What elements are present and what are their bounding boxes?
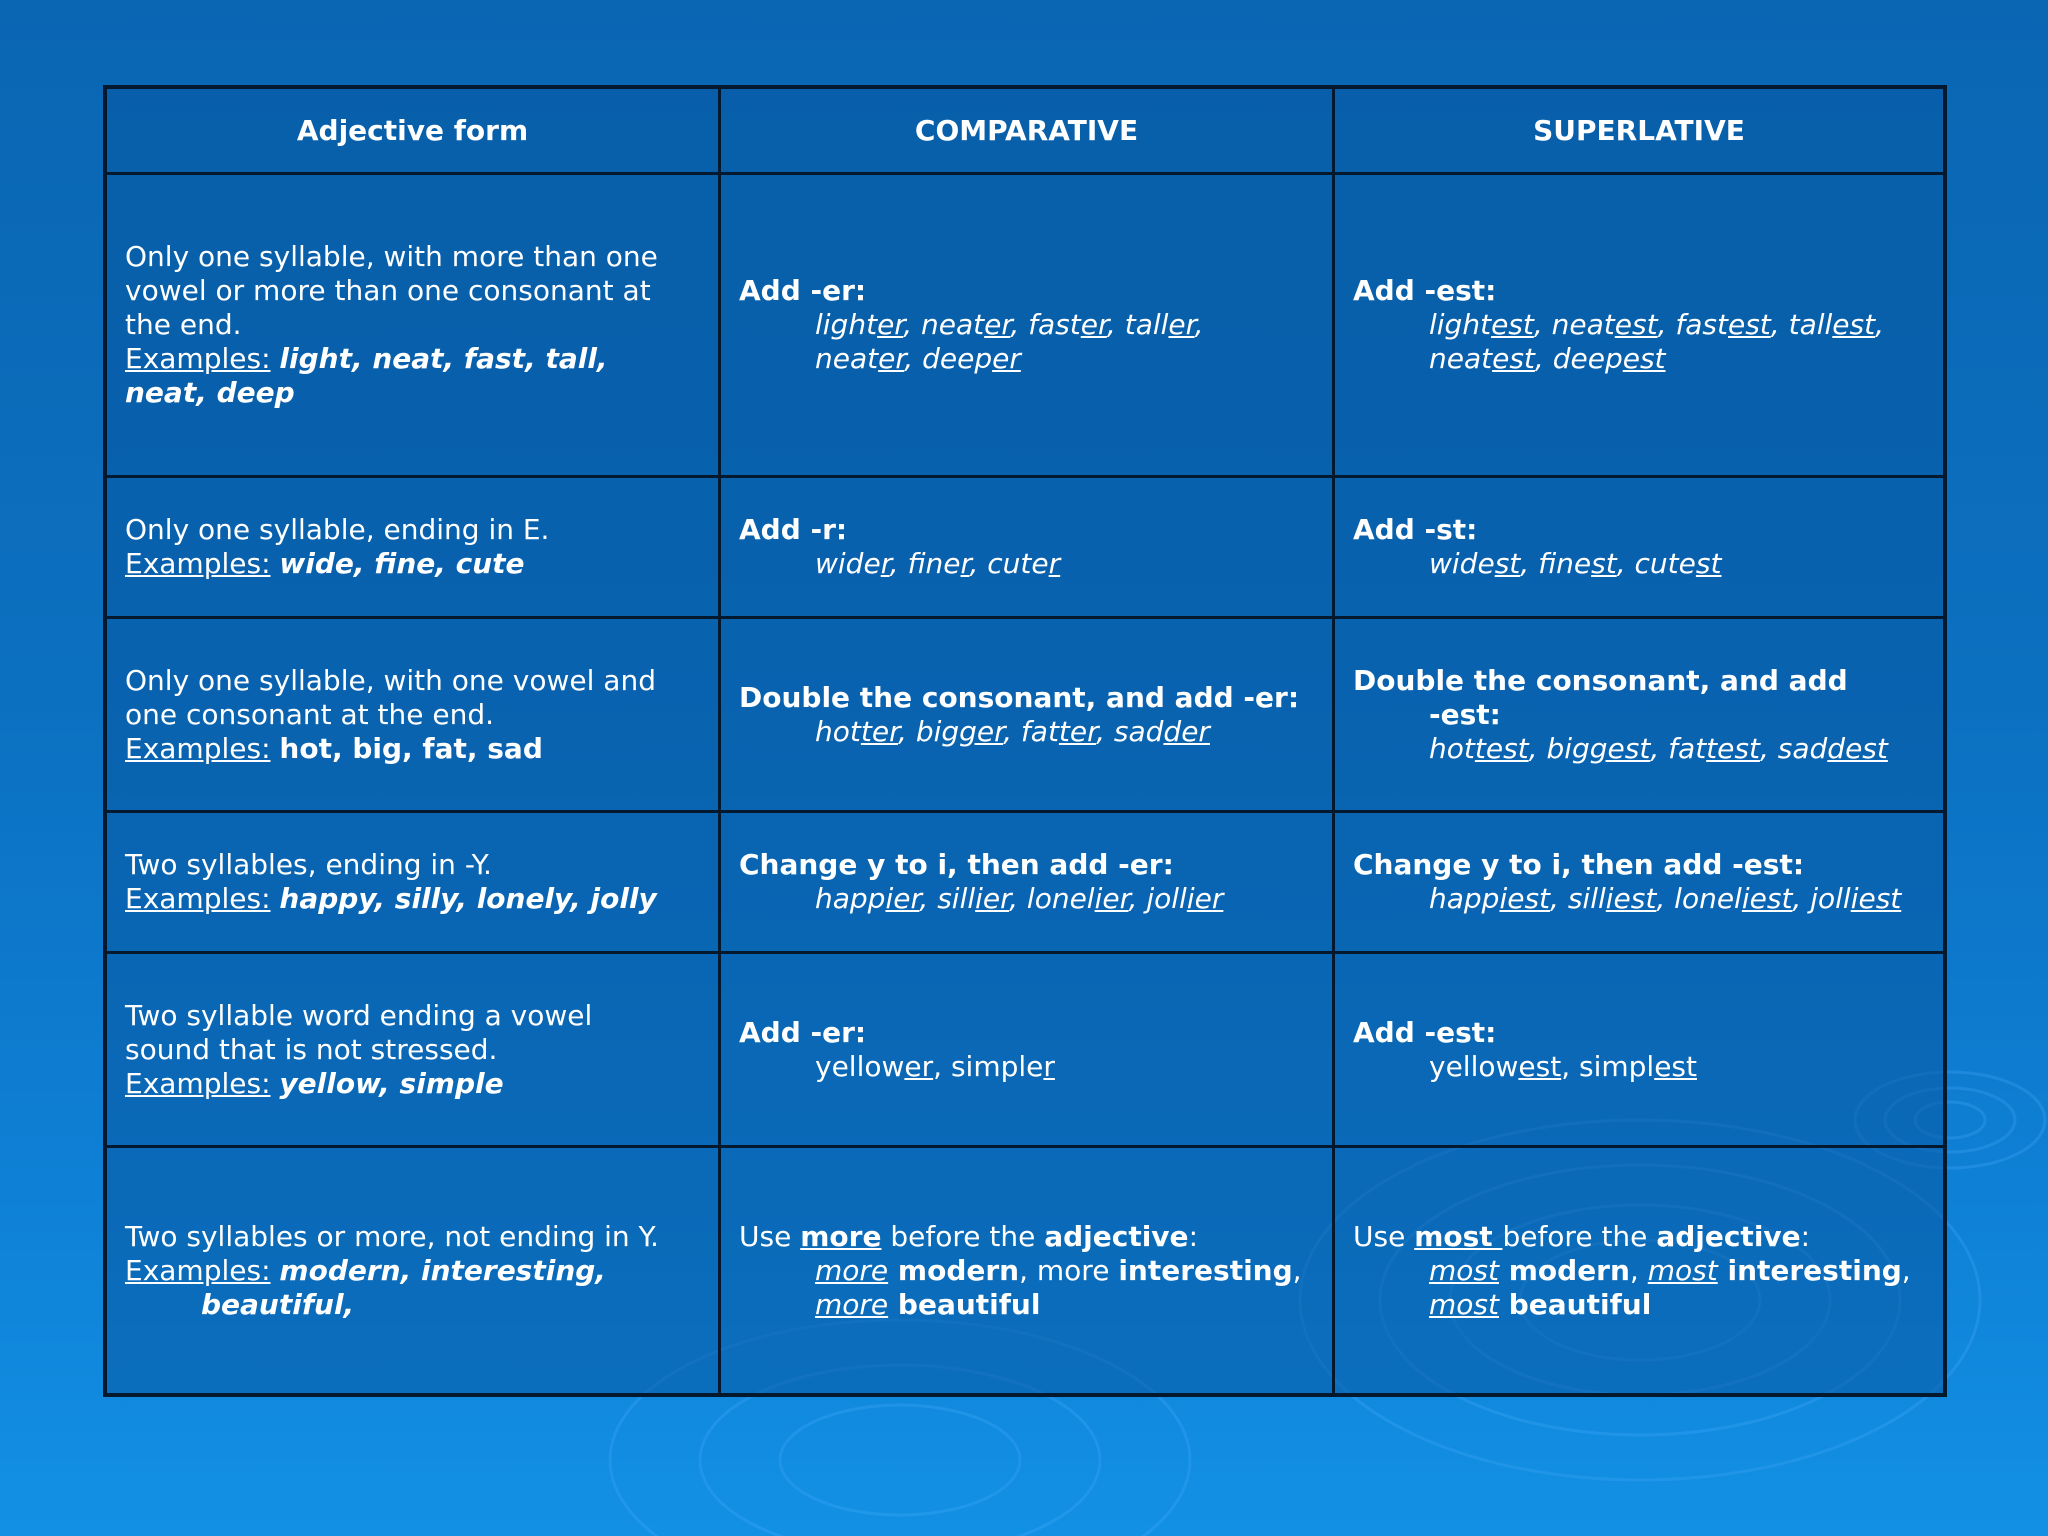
examples-line [125, 732, 700, 766]
examples-line [125, 342, 700, 376]
word-suffix: er [1168, 308, 1195, 341]
form-description: Only one syllable, ending in E. [125, 513, 550, 546]
word-suffix: er [992, 342, 1021, 375]
example-word: , more [1019, 1253, 1119, 1287]
example-word-line [739, 1050, 1314, 1084]
form-description: Two syllables or more, not ending in Y. [125, 1219, 659, 1253]
word-suffix: ter [1058, 714, 1097, 748]
word-stem: wide [815, 547, 881, 580]
adjective-form-cell [107, 954, 721, 1148]
word-stem: joll [1810, 882, 1851, 915]
inflected-word [815, 342, 904, 375]
word-suffix: ier [1094, 882, 1129, 915]
rule-text: before the [1502, 1219, 1657, 1253]
word-suffix: est [1832, 308, 1876, 341]
example-word-line [739, 547, 1314, 581]
word-suffix: r [1048, 547, 1061, 580]
word-stem: fine [907, 547, 961, 580]
comparative-cell [721, 954, 1335, 1148]
header-comparative: COMPARATIVE [721, 89, 1335, 175]
word-suffix: er [984, 308, 1011, 341]
example-word-line [739, 308, 1314, 342]
inflected-word [1668, 732, 1760, 765]
inflected-word [1675, 308, 1770, 341]
separator: , [1770, 308, 1789, 341]
example-word-line [1353, 1288, 1925, 1322]
rule-text: before the [881, 1219, 1045, 1253]
word-suffix: r [1043, 1049, 1055, 1083]
word-stem: cute [987, 547, 1049, 580]
example-adjectives: happy, silly, lonely, jolly [279, 882, 657, 915]
comparative-cell [721, 1148, 1335, 1393]
adjective-form-cell [107, 1148, 721, 1393]
separator: , [1106, 308, 1125, 341]
rule-keyword: more [800, 1219, 882, 1253]
word-suffix: ier [885, 882, 920, 915]
separator: , [1010, 308, 1029, 341]
separator: , [1656, 882, 1675, 915]
form-description: one consonant at the end. [125, 697, 495, 731]
inflected-word [1778, 732, 1888, 765]
example-word-line [1353, 732, 1925, 766]
example-word: , [1629, 1253, 1648, 1287]
inflected-word [815, 715, 898, 748]
word-stem: yellow [1429, 1049, 1519, 1083]
comparative-superlative-table [103, 85, 1947, 1397]
separator: , [1520, 547, 1539, 580]
rule-label-continued: -est: [1429, 697, 1501, 731]
separator: , [1128, 882, 1147, 915]
word-stem: lonel [1674, 882, 1742, 915]
separator: , [1194, 308, 1204, 341]
inflected-word [1552, 308, 1658, 341]
separator: , [889, 547, 908, 580]
inflected-word [922, 342, 1021, 375]
superlative-cell [1335, 619, 1943, 813]
word-stem: deep [1552, 342, 1623, 375]
word-stem: fat [1020, 714, 1059, 748]
example-word-line [1353, 882, 1925, 916]
separator: , [969, 547, 988, 580]
word-stem: happ [1429, 882, 1500, 915]
example-word-line [1353, 547, 1925, 581]
example-word: beautiful [1498, 1287, 1652, 1321]
word-stem: wide [1429, 547, 1495, 580]
inflected-word [987, 547, 1060, 580]
adjective-form-cell [107, 478, 721, 619]
example-word: modern [888, 1253, 1020, 1287]
rule-text: : [1188, 1219, 1198, 1253]
example-adjectives: modern, interesting, [279, 1253, 606, 1287]
examples-line [125, 1067, 700, 1101]
word-stem: sad [1113, 714, 1164, 748]
word-suffix: ger [959, 714, 1004, 748]
form-description: Only one syllable, with one vowel and [125, 663, 656, 697]
inflected-word [815, 547, 890, 580]
rule-label: Add -st: [1353, 513, 1478, 546]
word-suffix: iest [1741, 882, 1793, 915]
word-suffix: st [1591, 547, 1617, 580]
separator: , [1534, 342, 1553, 375]
examples-line [125, 547, 700, 581]
example-word: most [1429, 1287, 1499, 1321]
examples-label: Examples: [125, 731, 271, 765]
inflected-word [1028, 308, 1107, 341]
word-stem: sill [1567, 882, 1606, 915]
word-stem: neat [815, 342, 879, 375]
separator: , [904, 342, 923, 375]
word-suffix: est [1727, 308, 1771, 341]
rule-intro [1353, 1220, 1925, 1254]
separator: , [919, 882, 938, 915]
inflected-word [1114, 715, 1210, 748]
example-adjectives: light, neat, fast, tall, [279, 342, 608, 375]
word-suffix: er [904, 1049, 934, 1083]
example-adjectives: wide, fine, cute [279, 547, 525, 580]
separator: , [1003, 714, 1021, 748]
example-adjectives: yellow, simple [279, 1066, 504, 1100]
word-stem: simpl [1579, 1049, 1655, 1083]
inflected-word [907, 547, 969, 580]
example-word: interesting [1118, 1253, 1293, 1287]
example-adjectives: hot, big, fat, sad [279, 731, 543, 765]
adjective-form-cell [107, 619, 721, 813]
rule-label: Change y to i, then add -est: [1353, 848, 1805, 881]
inflected-word [815, 1050, 933, 1083]
rule-label: Change y to i, then add -er: [739, 848, 1174, 881]
rule-keyword: adjective [1656, 1219, 1801, 1253]
rule-text: Use [739, 1219, 801, 1253]
word-suffix: iest [1605, 882, 1657, 915]
adjective-form-cell [107, 175, 721, 478]
example-word: most [1429, 1253, 1499, 1287]
separator: , [1009, 882, 1027, 915]
inflected-word [1538, 547, 1617, 580]
word-stem: big [1546, 731, 1590, 765]
inflected-word [815, 882, 919, 915]
example-word-line [1353, 308, 1925, 342]
inflected-word [1635, 547, 1722, 580]
superlative-cell [1335, 954, 1943, 1148]
word-suffix: iest [1499, 882, 1551, 915]
example-word: beautiful [888, 1287, 1041, 1321]
comparative-cell [721, 619, 1335, 813]
word-stem: fast [1028, 308, 1081, 341]
separator: , [1561, 1049, 1579, 1083]
word-stem: fat [1668, 731, 1707, 765]
inflected-word [1429, 732, 1529, 765]
inflected-word [1429, 1050, 1561, 1083]
word-suffix: ier [975, 882, 1010, 915]
word-stem: happ [815, 882, 886, 915]
word-stem: neat [1551, 308, 1615, 341]
word-stem: sill [937, 882, 976, 915]
rule-label: Add -est: [1353, 274, 1497, 307]
word-suffix: est [1622, 342, 1666, 375]
form-description: sound that is not stressed. [125, 1032, 498, 1066]
separator: , [1528, 731, 1547, 765]
example-word-line [739, 882, 1314, 916]
rule-label: Double the consonant, and add [1353, 663, 1848, 697]
word-suffix: ter [860, 714, 899, 748]
example-word-line [739, 715, 1314, 749]
word-stem: lonel [1026, 882, 1095, 915]
inflected-word [815, 308, 903, 341]
word-suffix: dest [1827, 731, 1888, 765]
word-stem: light [1429, 308, 1492, 341]
inflected-word [916, 715, 1003, 748]
word-suffix: est [1491, 308, 1534, 341]
word-stem: fine [1538, 547, 1592, 580]
word-suffix: iest [1850, 882, 1902, 915]
inflected-word [1021, 715, 1096, 748]
inflected-word [1674, 882, 1792, 915]
example-word: modern [1498, 1253, 1630, 1287]
word-stem: hot [1429, 731, 1475, 765]
word-suffix: est [1518, 1049, 1562, 1083]
examples-line [125, 1254, 700, 1288]
word-stem: deep [922, 342, 993, 375]
adjective-form-cell [107, 813, 721, 954]
inflected-word [1429, 308, 1534, 341]
example-word-line [1353, 1050, 1925, 1084]
word-suffix: gest [1589, 731, 1651, 765]
word-stem: cute [1634, 547, 1696, 580]
word-stem: yellow [815, 1049, 905, 1083]
form-description: Two syllables, ending in -Y. [125, 848, 492, 881]
word-stem: big [915, 714, 960, 748]
separator: , [1792, 882, 1811, 915]
examples-label: Examples: [125, 547, 271, 580]
comparative-cell [721, 175, 1335, 478]
word-stem: neat [1429, 342, 1493, 375]
superlative-cell [1335, 175, 1943, 478]
inflected-word [1429, 342, 1535, 375]
inflected-word [937, 882, 1009, 915]
word-suffix: ier [1186, 882, 1224, 915]
examples-label: Examples: [125, 1066, 271, 1100]
form-description: the end. [125, 308, 242, 341]
form-description: vowel or more than one consonant at [125, 274, 651, 307]
inflected-word [1429, 547, 1520, 580]
inflected-word [951, 1050, 1055, 1083]
word-suffix: r [880, 547, 890, 580]
example-word-line [1353, 342, 1925, 376]
header-adjective-form: Adjective form [107, 89, 721, 175]
word-suffix: st [1494, 547, 1521, 580]
inflected-word [921, 308, 1010, 341]
example-adjectives-continued: beautiful, [201, 1287, 355, 1321]
example-word: , [1901, 1253, 1911, 1287]
word-stem: simple [950, 1049, 1044, 1083]
rule-label: Add -r: [739, 513, 848, 546]
example-word: most [1647, 1253, 1718, 1287]
inflected-word [1568, 882, 1657, 915]
superlative-cell [1335, 813, 1943, 954]
word-suffix: est [1492, 342, 1535, 375]
separator: , [1875, 308, 1884, 341]
inflected-word [1125, 308, 1195, 341]
word-stem: sad [1777, 731, 1828, 765]
word-suffix: er [1080, 308, 1107, 341]
inflected-word [1429, 882, 1550, 915]
examples-label: Examples: [125, 1253, 271, 1287]
separator: , [1096, 714, 1114, 748]
separator: , [1533, 308, 1552, 341]
example-word: more [815, 1253, 889, 1287]
word-stem: tall [1124, 308, 1169, 341]
comparative-cell [721, 478, 1335, 619]
separator: , [1657, 308, 1676, 341]
rule-intro [739, 1220, 1314, 1254]
form-description: Two syllable word ending a vowel [125, 998, 593, 1032]
word-stem: light [815, 308, 878, 341]
separator: , [1550, 882, 1568, 915]
examples-line [125, 882, 700, 916]
rule-keyword: adjective [1044, 1219, 1189, 1253]
word-suffix: est [1654, 1049, 1697, 1083]
word-stem: fast [1675, 308, 1728, 341]
word-suffix: test [1474, 731, 1529, 765]
example-word-line [1353, 1254, 1925, 1288]
comparative-cell [721, 813, 1335, 954]
example-word-line [739, 342, 1314, 376]
inflected-word [1027, 882, 1129, 915]
form-description: Only one syllable, with more than one [125, 240, 658, 273]
examples-label: Examples: [125, 342, 271, 375]
superlative-cell [1335, 478, 1943, 619]
inflected-word [1810, 882, 1901, 915]
rule-text: : [1800, 1219, 1811, 1253]
separator: , [903, 308, 922, 341]
separator: , [1650, 731, 1669, 765]
example-word: more [815, 1287, 889, 1321]
examples-label: Examples: [125, 882, 271, 915]
word-stem: joll [1146, 882, 1187, 915]
separator: , [898, 714, 916, 748]
example-word-line [739, 1288, 1314, 1322]
superlative-cell [1335, 1148, 1943, 1393]
word-suffix: er [878, 342, 905, 375]
example-word: , [1292, 1253, 1302, 1287]
inflected-word [1146, 882, 1223, 915]
rule-label: Double the consonant, and add -er: [739, 680, 1300, 714]
separator: , [1759, 731, 1778, 765]
inflected-word [1789, 308, 1876, 341]
rule-label: Add -est: [1353, 1015, 1497, 1049]
inflected-word [1546, 732, 1650, 765]
rule-label: Add -er: [739, 274, 867, 307]
inflected-word [1553, 342, 1666, 375]
word-stem: tall [1788, 308, 1833, 341]
example-adjectives-continued: neat, deep [125, 376, 295, 409]
word-suffix: test [1706, 731, 1760, 765]
word-stem: hot [815, 714, 861, 748]
rule-text: Use [1353, 1219, 1415, 1253]
word-suffix: der [1163, 714, 1210, 748]
rule-keyword: most [1414, 1219, 1503, 1253]
separator: , [1616, 547, 1635, 580]
word-suffix: er [877, 308, 904, 341]
example-word-line [739, 1254, 1314, 1288]
header-superlative: SUPERLATIVE [1335, 89, 1943, 175]
rule-label: Add -er: [739, 1015, 867, 1049]
word-suffix: st [1695, 547, 1722, 580]
inflected-word [1579, 1050, 1697, 1083]
word-suffix: r [960, 547, 970, 580]
separator: , [933, 1049, 951, 1083]
word-stem: neat [921, 308, 985, 341]
example-word: interesting [1717, 1253, 1902, 1287]
word-suffix: est [1614, 308, 1658, 341]
